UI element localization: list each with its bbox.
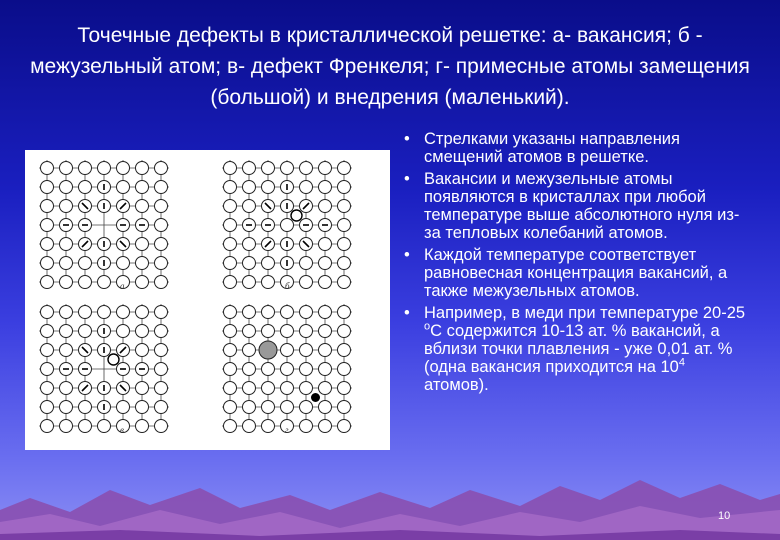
superscript-power: 4 [678,356,685,369]
label-c: в [120,425,124,435]
bullet-item: • Вакансии и межузельные атомы появляются в кристаллах при любой температуре выше абсолютного нуля из-за тепловых колебаний атомов. [398,170,753,242]
slide-title: Точечные дефекты в кристаллической решетке: а- вакансия; б - межузельный атом; в- дефект Френкеля; г- примесные атомы замещения (большой) и внедрения (маленький). [30,24,750,109]
page-number: 10 [718,510,731,522]
lattice-panel [39,160,169,289]
label-a: а [120,281,125,291]
bullet4-text-3: атомов). [424,376,489,394]
lattice-panel [222,160,352,289]
mountains-decoration [0,450,780,540]
lattice-panel [39,304,169,433]
crystal-defects-figure [25,150,390,450]
bullet-item: • Стрелками указаны направления смещений атомов в решетке. [398,130,753,166]
lattice-diagram [25,150,390,450]
bullet-list [398,130,753,398]
bullet4-text-1: Например, в меди при температуре 20-25 [424,304,746,322]
bullet4-text-2: С содержится 10-13 ат. % вакансий, а вблизи точки плавления - уже 0,01 ат. % (одна вакансия приходится на 10 [424,322,733,376]
bullet-item: • Каждой температуре соответствует равновесная концентрация вакансий, а также межузельных атомов. [398,246,753,300]
superscript-degree: о [424,320,431,333]
lattice-panel [222,304,352,433]
label-d: г [285,425,289,435]
label-b: б [285,281,290,291]
bullet-item-example [398,304,753,394]
